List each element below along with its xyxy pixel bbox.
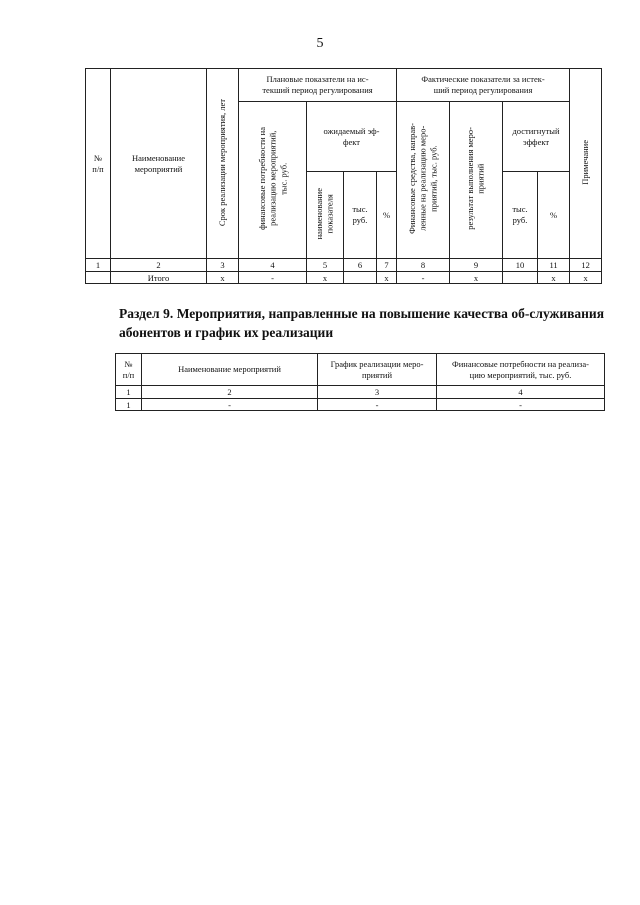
index-cell: 1	[86, 259, 111, 272]
total-cell: x	[377, 271, 397, 284]
total-cell	[86, 271, 111, 284]
total-cell: x	[307, 271, 344, 284]
total-cell: x	[450, 271, 503, 284]
header-percent-fact: %	[538, 172, 570, 259]
header-plan-finance: финансовые потребности на реализацию мероприятий, тыс. руб.	[239, 102, 307, 259]
header-term: Срок реализации мероприятия, лет	[207, 69, 239, 259]
table-row	[86, 259, 602, 272]
header-num: № п/п	[86, 69, 111, 259]
data-cell: -	[437, 398, 605, 411]
total-cell: x	[570, 271, 602, 284]
index-cell: 5	[307, 259, 344, 272]
header-fact-group: Фактические показатели за истек- ший период регулирования	[397, 69, 570, 102]
header-finance-needs: Финансовые потребности на реализа- цию мероприятий, тыс. руб.	[437, 354, 605, 386]
index-cell: 9	[450, 259, 503, 272]
header-result: результат выполнения меро- приятий	[450, 102, 503, 259]
data-cell: -	[142, 398, 318, 411]
header-fact-finance: Финансовые средства, направ- ленные на реализацию меро- приятий, тыс. руб.	[397, 102, 450, 259]
total-cell	[344, 271, 377, 284]
table-row	[86, 271, 602, 284]
page-number: 5	[316, 36, 324, 51]
total-cell: x	[538, 271, 570, 284]
data-cell: -	[318, 398, 437, 411]
header-expected-effect: ожидаемый эф- фект	[307, 102, 397, 172]
header-thousand-rub-plan: тыс. руб.	[344, 172, 377, 259]
index-cell: 4	[437, 386, 605, 399]
index-cell: 8	[397, 259, 450, 272]
header-note: Примечание	[570, 69, 602, 259]
header-indicator-name: наименование показателя	[307, 172, 344, 259]
total-cell: x	[207, 271, 239, 284]
index-cell: 11	[538, 259, 570, 272]
table-row	[116, 398, 605, 411]
index-cell: 2	[142, 386, 318, 399]
header-thousand-rub-fact: тыс. руб.	[503, 172, 538, 259]
header-activity-name: Наименование мероприятий	[142, 354, 318, 386]
index-cell: 2	[111, 259, 207, 272]
index-cell: 3	[318, 386, 437, 399]
index-cell: 10	[503, 259, 538, 272]
table-row	[116, 386, 605, 399]
index-cell: 7	[377, 259, 397, 272]
index-cell: 6	[344, 259, 377, 272]
total-cell: -	[239, 271, 307, 284]
service-quality-activities-table	[115, 353, 605, 411]
data-cell: 1	[116, 398, 142, 411]
header-plan-group: Плановые показатели на ис- текший период регулирования	[239, 69, 397, 102]
index-cell: 4	[239, 259, 307, 272]
header-schedule: График реализации меро- приятий	[318, 354, 437, 386]
index-cell: 3	[207, 259, 239, 272]
total-label: Итого	[111, 271, 207, 284]
section-heading: Раздел 9. Мероприятия, направленные на повышение качества об-служивания абонентов и график их реализации	[119, 306, 604, 340]
index-cell: 12	[570, 259, 602, 272]
index-cell: 1	[116, 386, 142, 399]
header-num: № п/п	[116, 354, 142, 386]
total-cell: -	[397, 271, 450, 284]
total-cell	[503, 271, 538, 284]
header-name: Наименование мероприятий	[111, 69, 207, 259]
header-percent-plan: %	[377, 172, 397, 259]
header-achieved-effect: достигнутый эффект	[503, 102, 570, 172]
planned-activities-table	[85, 68, 602, 284]
